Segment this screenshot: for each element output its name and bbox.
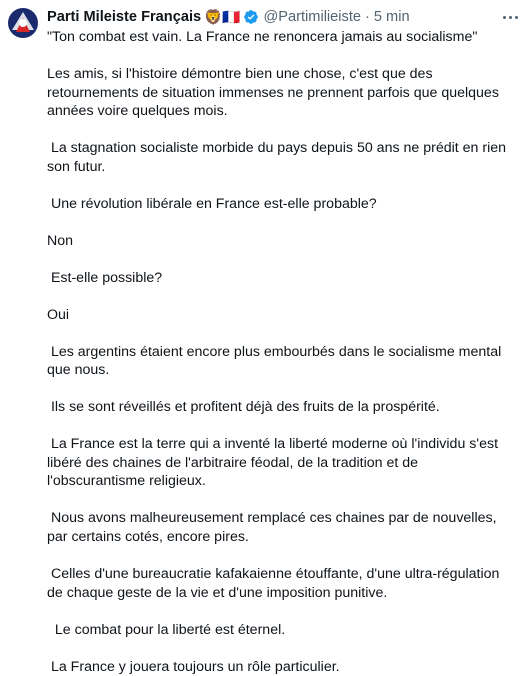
more-dot	[503, 16, 506, 19]
tweet-paragraph: Le combat pour la liberté est éternel.	[47, 621, 286, 638]
avatar[interactable]	[8, 8, 38, 38]
more-dot	[515, 16, 518, 19]
tweet-paragraph: Ils se sont réveillés et profitent déjà des fruits de la prospérité.	[47, 399, 440, 416]
tweet-paragraph: La France est la terre qui a inventé la liberté moderne où l'individu s'est libéré des chaines de l'arbitraire féodal, de la tradition et de l'obscurantisme religieux.	[47, 436, 502, 490]
more-dot	[509, 16, 512, 19]
tweet-content	[47, 7, 517, 676]
verified-badge-icon[interactable]	[243, 9, 259, 25]
tweet-paragraph: Les argentins étaient encore plus embourbés dans le socialisme mental que nous.	[47, 343, 506, 379]
more-options-icon[interactable]	[496, 8, 524, 26]
tweet-paragraph: Les amis, si l'histoire démontre bien une chose, c'est que des retournements de situation immenses ne prennent parfois que quelques années voire quelques mois.	[47, 65, 503, 120]
tweet-paragraph: Oui	[47, 306, 70, 323]
timestamp[interactable]: 5 min	[373, 9, 410, 25]
tweet-paragraph: Celles d'une bureaucratie kafakaienne étouffante, d'une ultra-régulation de chaque geste de la vie et d'une imposition punitive.	[47, 565, 504, 601]
tweet-paragraph: La stagnation socialiste morbide du pays depuis 50 ans ne prédit en rien son futur.	[47, 140, 510, 175]
tweet-paragraph: Non	[47, 232, 74, 249]
handle[interactable]: @Partimilieiste	[263, 9, 362, 25]
separator-dot: ·	[365, 9, 370, 25]
display-name[interactable]: Parti Mileiste Français	[47, 9, 202, 25]
tweet-header	[47, 7, 517, 27]
tweet-paragraph: Une révolution libérale en France est-elle probable?	[47, 195, 377, 212]
tweet-paragraph: Nous avons malheureusement remplacé ces chaines par de nouvelles, par certains cotés, encore pires.	[47, 510, 501, 545]
tweet-paragraph: La France y jouera toujours un rôle particulier.	[47, 658, 340, 675]
tweet-paragraph: Est-elle possible?	[47, 269, 163, 286]
tweet-paragraph: "Ton combat est vain. La France ne renoncera jamais au socialisme"	[47, 29, 478, 45]
name-emojis: 🦁🇫🇷	[204, 10, 241, 26]
tweet-text	[47, 28, 517, 676]
